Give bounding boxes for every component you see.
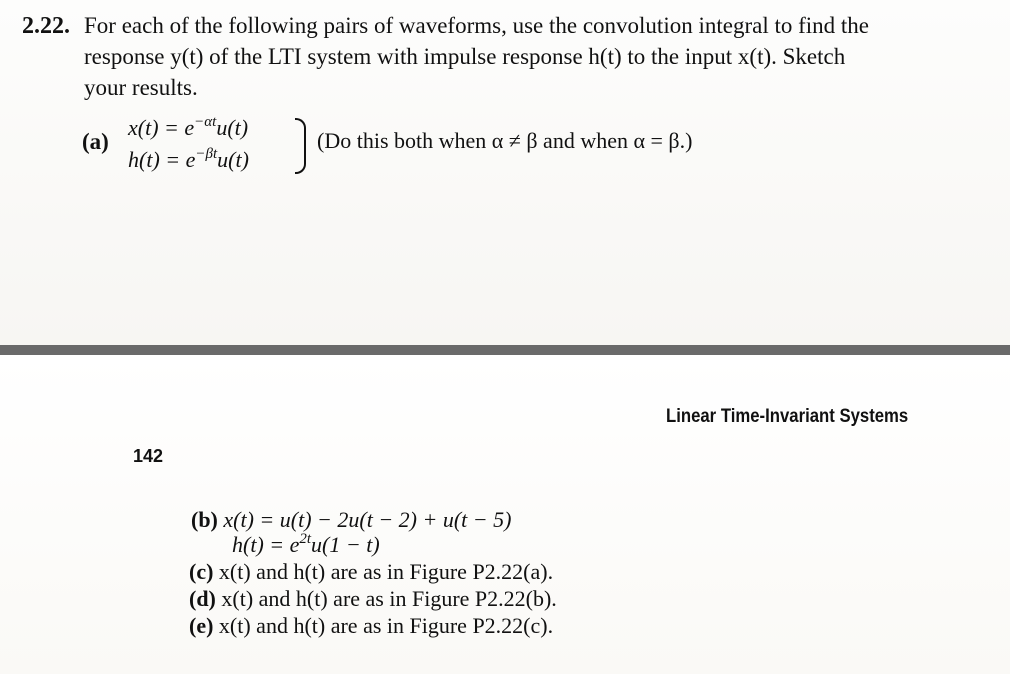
problem-number: 2.22. <box>22 13 70 39</box>
page-number: 142 <box>133 446 164 466</box>
page-divider <box>0 345 1010 355</box>
part-b-h-rhs: u(1 − t) <box>311 532 380 557</box>
part-d-line <box>189 586 557 612</box>
part-e-label: (e) <box>189 613 214 638</box>
running-header: Linear Time-Invariant Systems <box>666 406 909 427</box>
part-b-label: (b) <box>191 507 218 532</box>
part-b-h-lhs: h(t) = e <box>232 532 300 557</box>
problem-line-1: For each of the following pairs of waveforms, use the convolution integral to find the <box>84 13 869 38</box>
part-b-h-exponent: 2t <box>299 531 312 547</box>
part-c-line <box>189 559 553 585</box>
part-d-label: (d) <box>189 586 216 611</box>
part-a-x-lhs: x(t) = e <box>128 115 195 140</box>
part-a-h-lhs: h(t) = e <box>128 147 196 172</box>
part-a-x-rhs: u(t) <box>216 115 249 140</box>
problem-line-2: response y(t) of the LTI system with impulse response h(t) to the input x(t). Sketch <box>84 44 846 69</box>
part-c-label: (c) <box>189 559 214 584</box>
part-e-text: x(t) and h(t) are as in Figure P2.22(c). <box>218 613 554 638</box>
part-a-x-exponent: −αt <box>194 114 217 130</box>
part-a-note: (Do this both when α ≠ β and when α = β.) <box>317 128 693 153</box>
problem-line-3: your results. <box>84 75 198 100</box>
part-d-text: x(t) and h(t) are as in Figure P2.22(b). <box>221 586 557 611</box>
part-b-x-equation: x(t) = u(t) − 2u(t − 2) + u(t − 5) <box>223 507 512 532</box>
part-a-x-equation <box>128 114 248 141</box>
right-brace <box>295 118 306 174</box>
part-b-x-line <box>191 507 511 533</box>
part-c-text: x(t) and h(t) are as in Figure P2.22(a). <box>218 559 554 584</box>
part-a-label: (a) <box>82 129 109 154</box>
part-a-h-equation <box>128 146 249 173</box>
part-a-h-rhs: u(t) <box>217 147 249 172</box>
part-a-h-exponent: −βt <box>195 146 218 162</box>
part-b-h-line <box>232 531 380 558</box>
part-e-line <box>189 613 553 639</box>
